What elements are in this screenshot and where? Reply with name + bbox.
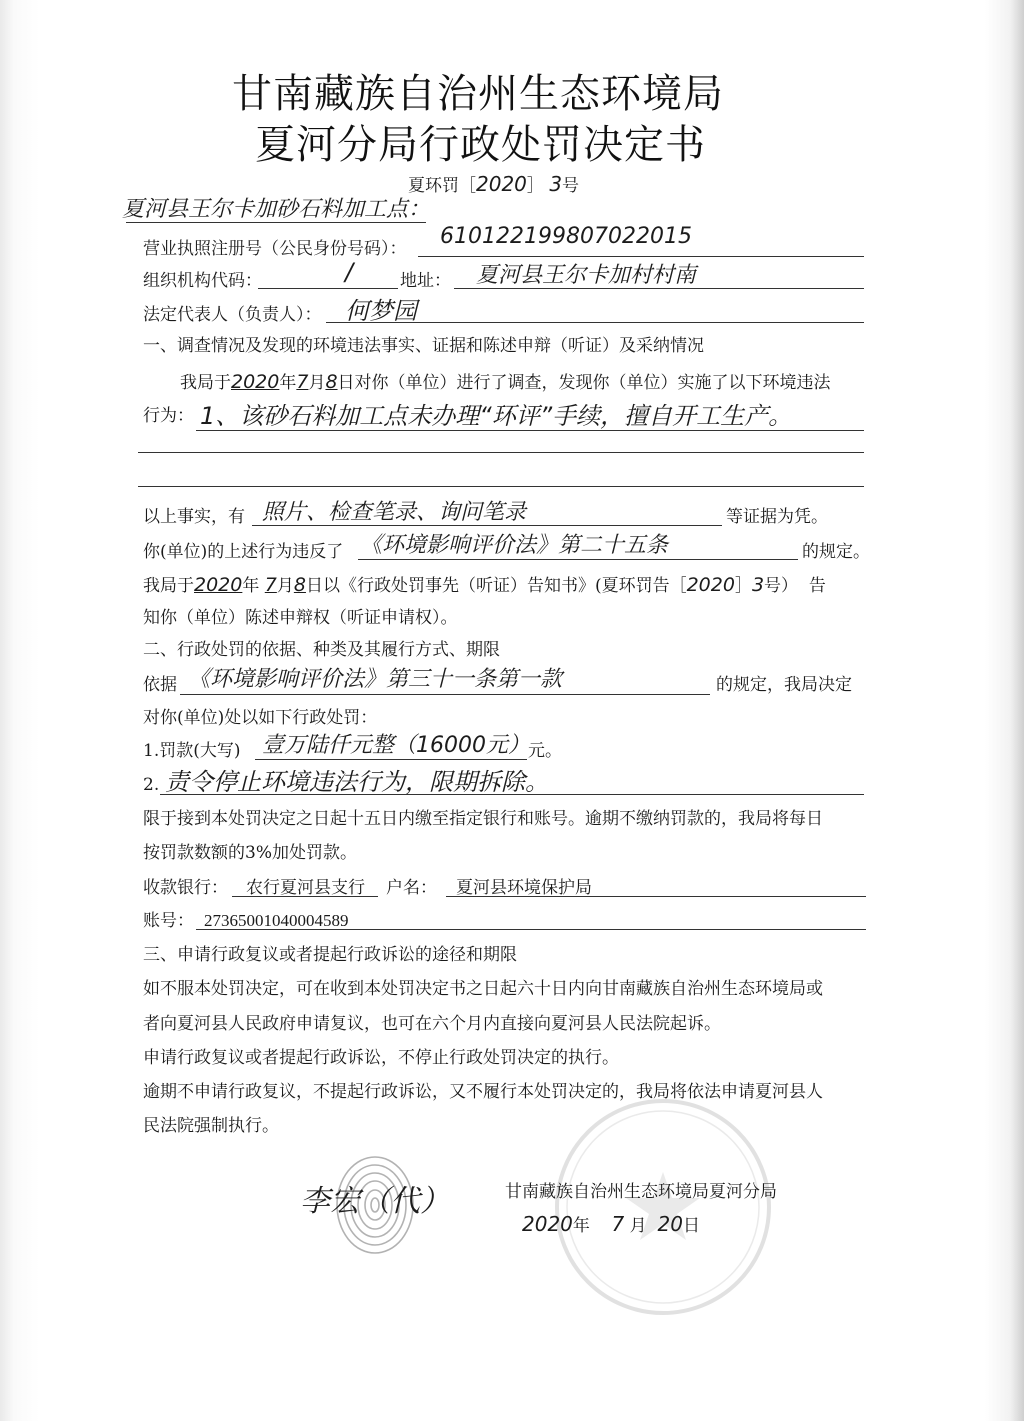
- investigation-text-a: 我局于: [180, 373, 231, 393]
- notice-no: 3: [751, 574, 765, 596]
- investigation-year: 2020: [231, 371, 280, 393]
- violate-text-b: 的规定。: [802, 542, 870, 562]
- issue-date-year: 2020: [522, 1212, 573, 1236]
- behavior-value: 1、该砂石料加工点未办理“环评”手续，擅自开工生产。: [200, 402, 793, 430]
- payee-value: 夏河县环境保护局: [456, 878, 592, 898]
- violate-value: 《环境影响评价法》第二十五条: [360, 533, 669, 558]
- party-name: 夏河县王尔卡加砂石料加工点：: [122, 197, 431, 222]
- bank-underline: [232, 896, 378, 897]
- section2-heading: 二、行政处罚的依据、种类及其履行方式、期限: [143, 640, 500, 660]
- basis-value: 《环境影响评价法》第三十一条第一款: [188, 667, 563, 692]
- notice-text-a: 我局于: [143, 576, 194, 596]
- deadline-line2: 按罚款数额的3%加处罚款。: [143, 843, 357, 863]
- legal-rep-underline: [326, 322, 864, 323]
- doc-number-suffix: 号: [562, 176, 580, 196]
- section1-heading: 一、调查情况及发现的环境违法事实、证据和陈述申辩（听证）及采纳情况: [143, 336, 704, 356]
- doc-number-middle: ］: [526, 176, 544, 196]
- doc-number-prefix: 夏环罚［: [408, 176, 476, 196]
- evidence-value: 照片、检查笔录、询问笔录: [262, 500, 527, 525]
- issue-date-m: 月: [629, 1216, 647, 1236]
- notice-text-d: 日以《行政处罚事先（听证）告知书》(夏环罚告［: [305, 576, 687, 596]
- penalty-intro: 对你(单位)处以如下行政处罚：: [143, 708, 378, 728]
- notice-text-f: 号）: [764, 576, 799, 596]
- notice-sentence: [143, 573, 826, 598]
- issue-date-month: 7: [611, 1212, 625, 1236]
- notice-text-e: ］: [734, 576, 752, 596]
- signature: 李宏（代）: [300, 1184, 450, 1219]
- notice-line2: 知你（单位）陈述申辩权（听证申请权）。: [143, 608, 458, 628]
- section3-p1-line1: 如不服本处罚决定，可在收到本处罚决定书之日起六十日内向甘南藏族自治州生态环境局或: [143, 979, 823, 999]
- issue-date-y: 年: [572, 1216, 590, 1236]
- bank-value: 农行夏河县支行: [246, 878, 365, 898]
- basis-text-b: 的规定，我局决定: [716, 675, 852, 695]
- notice-month: 7: [264, 574, 277, 596]
- investigation-day: 8: [325, 371, 338, 393]
- investigation-text-d: 日对你（单位）进行了调查，发现你（单位）实施了以下环境违法: [337, 373, 831, 393]
- notice-year: 2020: [194, 574, 243, 596]
- legal-rep-value: 何梦园: [345, 297, 417, 325]
- account-value: 27365001040004589: [204, 911, 349, 930]
- fine-underline: [255, 759, 527, 760]
- doc-number: [408, 172, 579, 198]
- doc-title-line1: 甘南藏族自治州生态环境局: [232, 71, 724, 117]
- address-value: 夏河县王尔卡加村村南: [476, 263, 697, 288]
- payee-label: 户名：: [386, 878, 437, 898]
- item2-value: 责令停止环境违法行为，限期拆除。: [165, 768, 549, 796]
- basis-text-a: 依据: [143, 675, 177, 695]
- notice-text-b: 年: [242, 576, 260, 596]
- org-code-label: 组织机构代码：: [143, 271, 262, 291]
- behavior-underline-3: [138, 486, 864, 487]
- deadline-line1: 限于接到本处罚决定之日起十五日内缴至指定银行和账号。逾期不缴纳罚款的，我局将每日: [143, 809, 823, 829]
- section3-p3-line2: 民法院强制执行。: [143, 1116, 279, 1136]
- issuing-org: 甘南藏族自治州生态环境局夏河分局: [505, 1182, 777, 1202]
- doc-number-year: 2020: [476, 172, 527, 196]
- violate-text-a: 你(单位)的上述行为违反了: [143, 542, 344, 562]
- legal-rep-label: 法定代表人（负责人）：: [143, 305, 322, 325]
- investigation-sentence: [180, 370, 831, 395]
- item2-label: 2.: [143, 775, 160, 795]
- behavior-underline-2: [138, 452, 864, 453]
- section3-heading: 三、申请行政复议或者提起行政诉讼的途径和期限: [143, 945, 517, 965]
- license-value: 610122199807022015: [440, 224, 692, 249]
- fine-value: 壹万陆仟元整（16000元）: [262, 733, 530, 758]
- org-code-value: /: [345, 258, 354, 286]
- behavior-label: 行为：: [143, 406, 194, 426]
- official-seal: [548, 1092, 778, 1322]
- evidence-underline: [252, 525, 722, 526]
- investigation-text-c: 月: [308, 373, 326, 393]
- notice-no-year: 2020: [686, 574, 735, 596]
- section3-p2: 申请行政复议或者提起行政诉讼，不停止行政处罚决定的执行。: [143, 1048, 619, 1068]
- issue-date-d: 日: [682, 1216, 700, 1236]
- doc-title-line2: 夏河分局行政处罚决定书: [255, 122, 706, 168]
- org-code-underline: [258, 288, 398, 289]
- basis-underline: [180, 694, 710, 695]
- notice-text-c: 月: [276, 576, 294, 596]
- evidence-text-b: 等证据为凭。: [726, 507, 828, 527]
- doc-number-num: 3: [549, 172, 563, 196]
- evidence-text-a: 以上事实，有: [143, 507, 245, 527]
- behavior-underline-1: [196, 430, 864, 431]
- party-name-underline: [126, 222, 426, 223]
- fine-unit: 元。: [528, 741, 562, 761]
- address-label: 地址：: [400, 271, 451, 291]
- bank-label: 收款银行：: [143, 878, 228, 898]
- section3-p3-line1: 逾期不申请行政复议，不提起行政诉讼，又不履行本处罚决定的，我局将依法申请夏河县人: [143, 1082, 823, 1102]
- investigation-month: 7: [296, 371, 309, 393]
- issue-date-day: 20: [657, 1212, 683, 1236]
- payee-underline: [446, 896, 866, 897]
- notice-text-g: 告: [808, 576, 826, 596]
- violate-underline: [358, 559, 798, 560]
- issue-date: [522, 1212, 700, 1238]
- account-label: 账号：: [143, 911, 194, 931]
- item2-underline: [160, 794, 864, 795]
- license-label: 营业执照注册号（公民身份号码）：: [143, 239, 407, 259]
- investigation-text-b: 年: [279, 373, 297, 393]
- account-underline: [196, 929, 866, 930]
- address-underline: [454, 288, 864, 289]
- fine-label: 1.罚款(大写): [143, 741, 241, 761]
- notice-day: 8: [293, 574, 306, 596]
- section3-p1-line2: 者向夏河县人民政府申请复议，也可在六个月内直接向夏河县人民法院起诉。: [143, 1014, 721, 1034]
- license-underline: [418, 256, 864, 257]
